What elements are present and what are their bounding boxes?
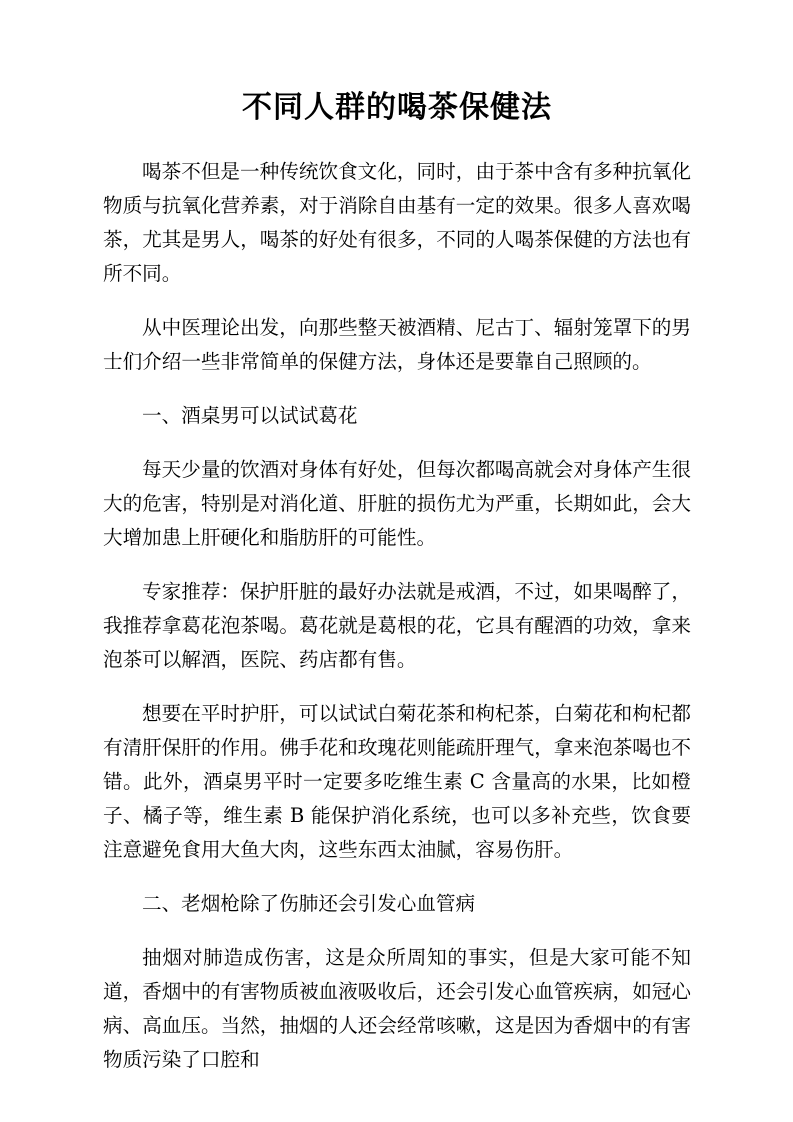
paragraph-intro: 喝茶不但是一种传统饮食文化，同时，由于茶中含有多种抗氧化物质与抗氧化营养素，对于消除自由基有一定的效果。很多人喜欢喝茶，尤其是男人，喝茶的好处有很多，不同的人喝茶保健的方法也有所不同。 xyxy=(103,160,691,285)
section-heading-drinkers: 一、酒桌男可以试试葛花 xyxy=(142,404,358,427)
document-body xyxy=(103,155,691,1097)
document-title: 不同人群的喝茶保健法 xyxy=(242,90,552,125)
paragraph-drinking-harm: 每天少量的饮酒对身体有好处，但每次都喝高就会对身体产生很大的危害，特别是对消化道、肝脏的损伤尤为严重，长期如此，会大大增加患上肝硬化和脂肪肝的可能性。 xyxy=(103,458,691,549)
paragraph-expert-recommendation: 专家推荐：保护肝脏的最好办法就是戒酒，不过，如果喝醉了，我推荐拿葛花泡茶喝。葛花就是葛根的花，它具有醒酒的功效，拿来泡茶可以解酒，医院、药店都有售。 xyxy=(103,580,691,671)
paragraph-tcm-theory: 从中医理论出发，向那些整天被酒精、尼古丁、辐射笼罩下的男士们介绍一些非常简单的保健方法，身体还是要靠自己照顾的。 xyxy=(103,316,691,373)
paragraph-smoking-harm: 抽烟对肺造成伤害，这是众所周知的事实，但是大家可能不知道，香烟中的有害物质被血液吸收后，还会引发心血管疾病，如冠心病、高血压。当然，抽烟的人还会经常咳嗽，这是因为香烟中的有害物质污染了口腔和 xyxy=(103,946,691,1071)
paragraph-liver-protection: 想要在平时护肝，可以试试白菊花茶和枸杞茶，白菊花和枸杞都有清肝保肝的作用。佛手花和玫瑰花则能疏肝理气，拿来泡茶喝也不错。此外，酒桌男平时一定要多吃维生素 C 含量高的水果，比如橙子、橘子等，维生素 B 能保护消化系统，也可以多补充些，饮食要注意避免食用大鱼大肉，这些东西太油腻，容易伤肝。 xyxy=(103,702,691,861)
section-heading-smokers: 二、老烟枪除了伤肺还会引发心血管病 xyxy=(142,892,476,915)
